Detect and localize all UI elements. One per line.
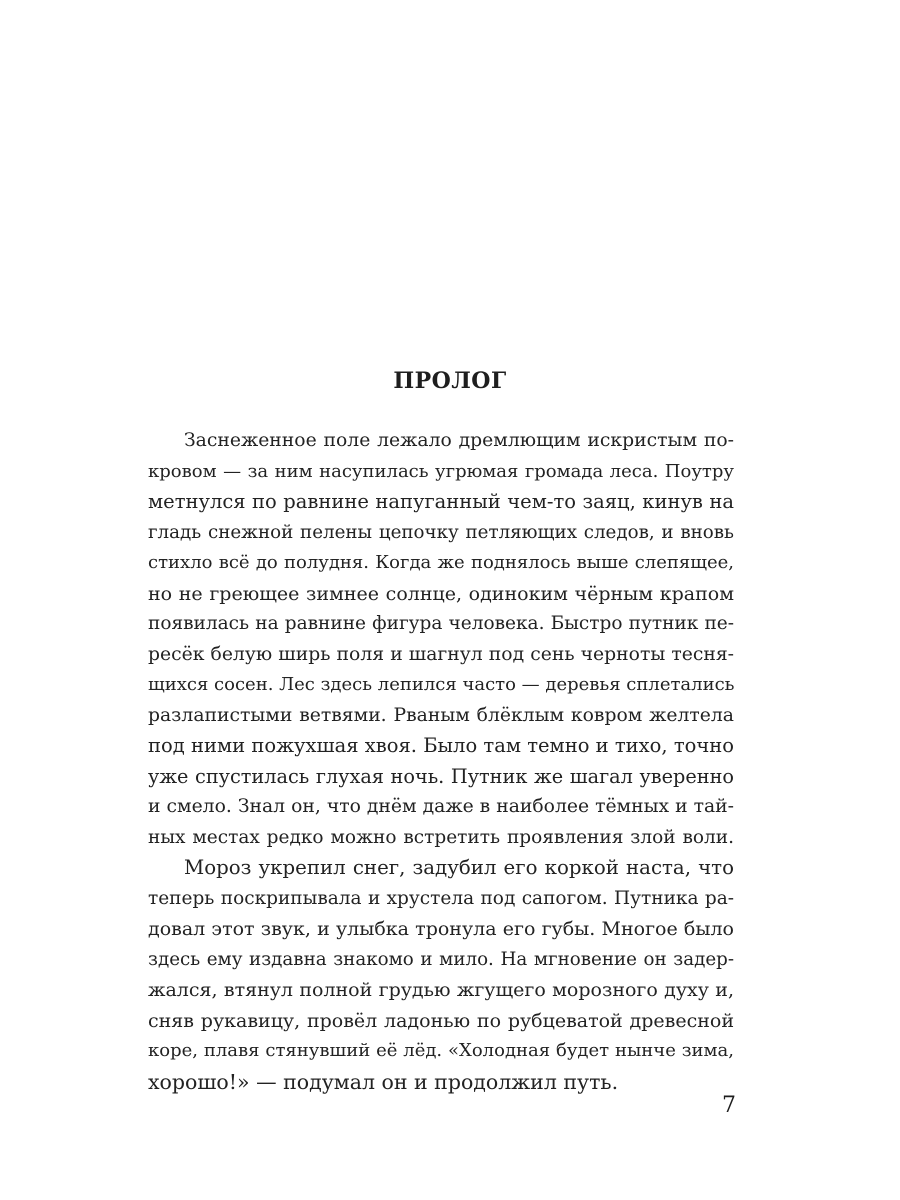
paragraph-2 xyxy=(148,853,734,1097)
text-line: кровом — за ним насупилась угрюмая громада леса. Поутру xyxy=(148,460,734,482)
text-line: ресёк белую ширь поля и шагнул под сень черноты тесня- xyxy=(148,643,734,665)
text-line: разлапистыми ветвями. Рваным блёклым ковром желтела xyxy=(148,704,734,726)
text-line: гладь снежной пелены цепочку петляющих следов, и вновь xyxy=(148,521,734,543)
text-line: под ними пожухшая хвоя. Было там темно и тихо, точно xyxy=(148,734,734,757)
paragraph-1 xyxy=(148,426,734,853)
text-line: коре, плавя стянувший её лёд. «Холодная будет нынче зима, xyxy=(148,1040,734,1061)
text-line: довал этот звук, и улыбка тронула его губы. Многое было xyxy=(148,918,734,940)
text-line: и смело. Знал он, что днём даже в наиболее тёмных и тай- xyxy=(148,796,734,817)
chapter-title: ПРОЛОГ xyxy=(393,368,507,394)
text-line: уже спустилась глухая ночь. Путник же шагал уверенно xyxy=(148,764,734,788)
text-line: здесь ему издавна знакомо и мило. На мгновение он задер- xyxy=(148,948,734,970)
text-line: сняв рукавицу, провёл ладонью по рубцеватой древесной xyxy=(148,1009,734,1032)
text-line: хорошо!» — подумал он и продолжил путь. xyxy=(148,1069,619,1094)
text-line: ных местах редко можно встретить проявления злой воли. xyxy=(148,826,734,848)
text-line: жался, втянул полной грудью жгущего морозного духу и, xyxy=(148,979,734,1001)
text-line: но не греющее зимнее солнце, одиноким чёрным крапом xyxy=(148,582,734,605)
text-line: Заснеженное поле лежало дремлющим искристым по- xyxy=(184,430,734,451)
text-line: теперь поскрипывала и хрустела под сапогом. Путника ра- xyxy=(148,887,734,909)
text-line: метнулся по равнине напуганный чем-то заяц, кинув на xyxy=(148,490,734,513)
text-line: появилась на равнине фигура человека. Быстро путник пе- xyxy=(148,613,734,634)
text-line: стихло всё до полудня. Когда же поднялось выше слепящее, xyxy=(148,552,734,573)
text-line: Мороз укрепил снег, задубил его коркой наста, что xyxy=(184,856,734,879)
text-line: щихся сосен. Лес здесь лепился часто — деревья сплетались xyxy=(148,674,734,695)
page-number: 7 xyxy=(722,1093,736,1118)
body-text xyxy=(148,426,734,1097)
